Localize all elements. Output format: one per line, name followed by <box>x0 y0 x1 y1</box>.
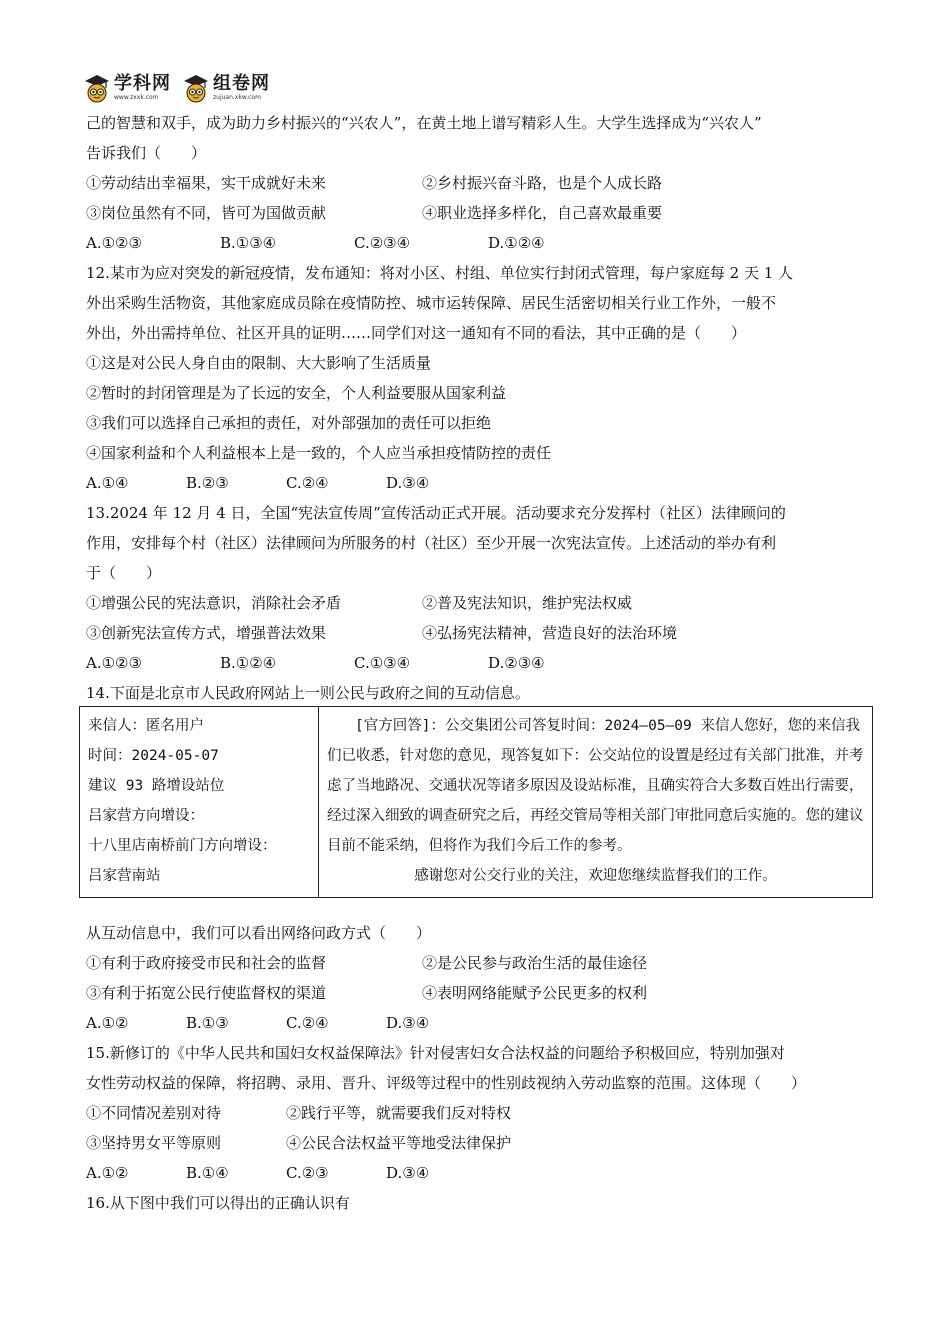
q14-option-2: ②是公民参与政治生活的最佳途径 <box>422 954 648 972</box>
q11-stem-line: 告诉我们（ ） <box>86 144 207 162</box>
q11-stem-line: 己的智慧和双手，成为助力乡村振兴的“兴农人”，在黄土地上谱写精彩人生。大学生选择成为“兴农人” <box>86 114 762 132</box>
q15-choices <box>86 1158 876 1188</box>
q13-option-2: ②普及宪法知识，维护宪法权威 <box>422 594 633 612</box>
zxxk-logo-name: 学科网 <box>114 73 171 94</box>
q12-stem-line: 外出，外出需持单位、社区开具的证明……同学们对这一通知有不同的看法，其中正确的是（ ） <box>86 324 747 342</box>
q13-options-row <box>86 588 876 618</box>
zxxk-logo-url: www.zxxk.com <box>114 94 159 101</box>
q15-choice-d: D.③④ <box>386 1164 430 1182</box>
q15-stem-line: 15.新修订的《中华人民共和国妇女权益保障法》针对侵害妇女合法权益的问题给予积极回应，特别加强对 <box>86 1044 785 1062</box>
q14-letter-line: 吕家营南站 <box>88 868 161 884</box>
q13-stem-line: 于（ ） <box>86 564 162 582</box>
graduate-mascot-icon <box>183 73 209 103</box>
q13-option-4: ④弘扬宪法精神，营造良好的法治环境 <box>422 624 678 642</box>
q11-options-row <box>86 198 876 228</box>
q14-letter-line: 建议 93 路增设站位 <box>88 778 225 794</box>
q14-letter-line: 十八里店南桥前门方向增设： <box>88 838 277 854</box>
q14-options-row <box>86 948 876 978</box>
q14-reply-cell <box>319 707 873 898</box>
q14-interaction-table <box>79 706 873 898</box>
q14-options-row <box>86 978 876 1008</box>
zujuan-logo-name: 组卷网 <box>213 73 270 94</box>
q14-letter-line: 来信人：匿名用户 <box>88 718 204 734</box>
q12-choice-d: D.③④ <box>386 474 430 492</box>
q14-reply-closing: 感谢您对公交行业的关注，欢迎您继续监督我们的工作。 <box>414 868 777 884</box>
q14-choice-c: C.②④ <box>286 1014 329 1032</box>
q11-choice-d: D.①②④ <box>488 234 545 252</box>
q14-letter-line: 吕家营方向增设： <box>88 808 204 824</box>
q14-stem-line: 14.下面是北京市人民政府网站上一则公民与政府之间的互动信息。 <box>86 684 530 702</box>
q12-choice-b: B.②③ <box>186 474 229 492</box>
q13-choices <box>86 648 876 678</box>
q11-choice-a: A.①②③ <box>86 234 142 252</box>
q15-option-4: ④公民合法权益平等地受法律保护 <box>286 1134 512 1152</box>
q14-question-line: 从互动信息中，我们可以看出网络问政方式（ ） <box>86 924 432 942</box>
q14-letter-line: 时间：2024-05-07 <box>88 748 219 764</box>
q12-choices <box>86 468 876 498</box>
q15-choice-b: B.①④ <box>186 1164 229 1182</box>
q11-option-1: ①劳动结出幸福果，实干成就好未来 <box>86 174 327 192</box>
q12-stem-line: 12.某市为应对突发的新冠疫情，发布通知：将对小区、村组、单位实行封闭式管理，每户家庭每 2 天 1 人 <box>86 264 794 282</box>
header-logos <box>84 70 270 106</box>
q12-option-1: ①这是对公民人身自由的限制、大大影响了生活质量 <box>86 354 432 372</box>
q13-choice-b: B.①②④ <box>220 654 277 672</box>
q14-option-4: ④表明网络能赋予公民更多的权利 <box>422 984 648 1002</box>
zujuan-logo <box>183 73 270 103</box>
graduate-mascot-icon <box>84 73 110 103</box>
questions-11-to-14-intro <box>86 108 876 708</box>
q11-choices <box>86 228 876 258</box>
q13-options-row <box>86 618 876 648</box>
q15-options-row <box>86 1128 876 1158</box>
questions-14-to-16 <box>86 918 876 1218</box>
q13-choice-d: D.②③④ <box>488 654 545 672</box>
q15-option-2: ②践行平等，就需要我们反对特权 <box>286 1104 512 1122</box>
q14-choice-b: B.①③ <box>186 1014 229 1032</box>
q13-choice-a: A.①②③ <box>86 654 142 672</box>
q11-choice-b: B.①③④ <box>220 234 277 252</box>
q13-stem-line: 作用，安排每个村（社区）法律顾问为所服务的村（社区）至少开展一次宪法宣传。上述活动的举办有利 <box>86 534 777 552</box>
q12-option-2: ②暂时的封闭管理是为了长远的安全，个人利益要服从国家利益 <box>86 384 507 402</box>
q12-choice-c: C.②④ <box>286 474 329 492</box>
q12-option-3: ③我们可以选择自己承担的责任，对外部强加的责任可以拒绝 <box>86 414 492 432</box>
q15-choice-c: C.②③ <box>286 1164 329 1182</box>
q12-stem-line: 外出采购生活物资，其他家庭成员除在疫情防控、城市运转保障、居民生活密切相关行业工作外，一般不 <box>86 294 777 312</box>
q12-option-4: ④国家利益和个人利益根本上是一致的，个人应当承担疫情防控的责任 <box>86 444 552 462</box>
q13-option-3: ③创新宪法宣传方式，增强普法效果 <box>86 624 327 642</box>
q15-options-row <box>86 1098 876 1128</box>
q14-choice-a: A.①② <box>86 1014 129 1032</box>
q13-option-1: ①增强公民的宪法意识，消除社会矛盾 <box>86 594 342 612</box>
q15-option-1: ①不同情况差别对待 <box>86 1104 222 1122</box>
q14-choices <box>86 1008 876 1038</box>
q11-option-2: ②乡村振兴奋斗路，也是个人成长路 <box>422 174 663 192</box>
q13-choice-c: C.①③④ <box>354 654 411 672</box>
q11-option-4: ④职业选择多样化，自己喜欢最重要 <box>422 204 663 222</box>
zxxk-logo <box>84 73 171 103</box>
q14-choice-d: D.③④ <box>386 1014 430 1032</box>
q15-option-3: ③坚持男女平等原则 <box>86 1134 222 1152</box>
zujuan-logo-url: zujuan.xkw.com <box>213 94 261 101</box>
q11-option-3: ③岗位虽然有不同，皆可为国做贡献 <box>86 204 327 222</box>
q14-option-1: ①有利于政府接受市民和社会的监督 <box>86 954 327 972</box>
q14-reply-paragraph: [官方回答]：公交集团公司答复时间：2024—05—09 来信人您好，您的来信我们已收悉，针对您的意见，现答复如下：公交站位的设置是经过有关部门批准，并考虑了当地路况、交通状况等诸多原因及设站标准，且确实符合大多数百姓出行需要，经过深入细致的调查研究之后，再经交管局等相关部门审批同意后实施的。您的建议目前不能采纳，但将作为我们今后工作的参考。 <box>327 718 864 854</box>
q11-options-row <box>86 168 876 198</box>
q13-stem-line: 13.2024 年 12 月 4 日，全国“宪法宣传周”宣传活动正式开展。活动要求充分发挥村（社区）法律顾问的 <box>86 504 786 522</box>
q15-stem-line: 女性劳动权益的保障，将招聘、录用、晋升、评级等过程中的性别歧视纳入劳动监察的范围。这体现（ ） <box>86 1074 807 1092</box>
q15-choice-a: A.①② <box>86 1164 129 1182</box>
q16-stem-line: 16.从下图中我们可以得出的正确认识有 <box>86 1194 350 1212</box>
q14-option-3: ③有利于拓宽公民行使监督权的渠道 <box>86 984 327 1002</box>
q14-letter-cell <box>80 707 319 898</box>
q11-choice-c: C.②③④ <box>354 234 411 252</box>
q12-choice-a: A.①④ <box>86 474 129 492</box>
